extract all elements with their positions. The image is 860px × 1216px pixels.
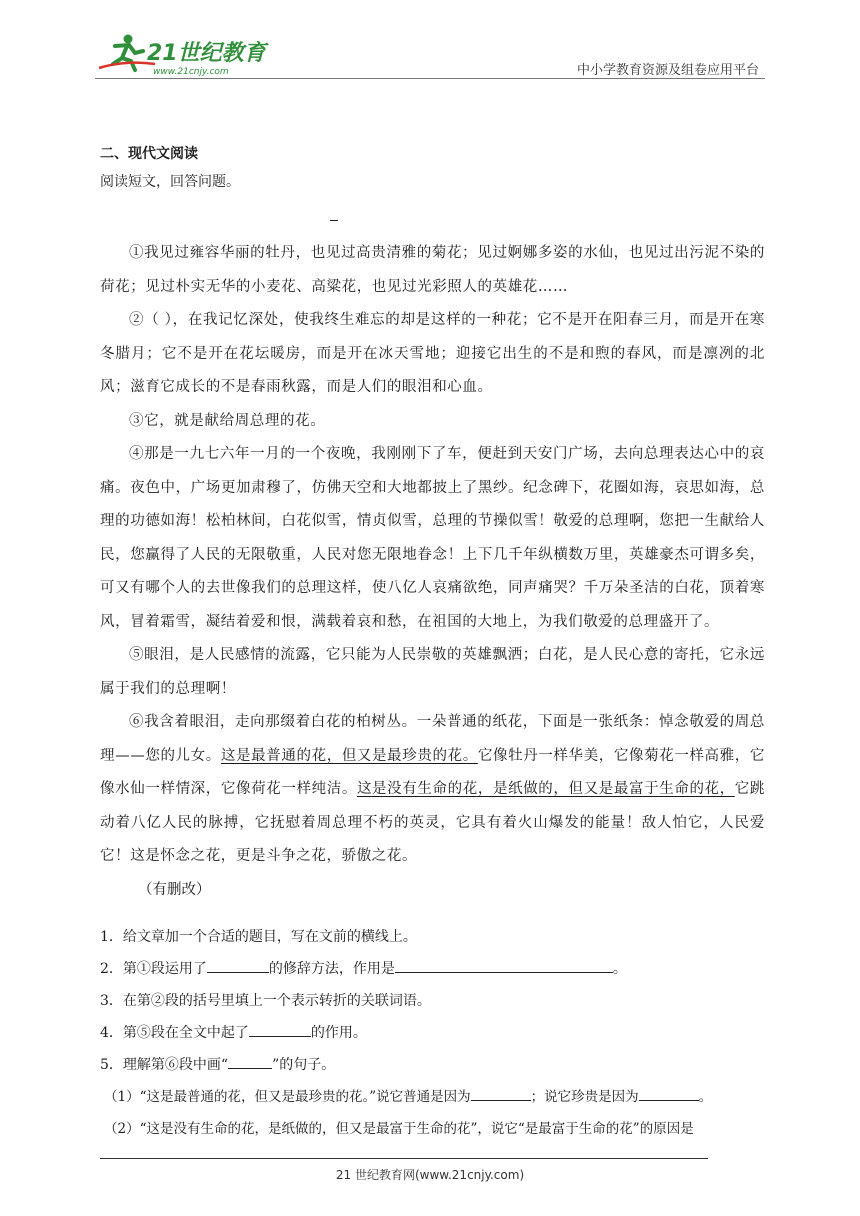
- footer-divider: [100, 1158, 708, 1159]
- paragraph-2: ②（ ），在我记忆深处，使我终生难忘的却是这样的一种花；它不是开在阳春三月，而是开在寒冬腊月；它不是开在花坛暖房，而是开在冰天雪地；迎接它出生的不是和煦的春风，而是凛冽的北风；滋育它成长的不是春雨秋露，而是人们的眼泪和心血。: [100, 312, 765, 395]
- paragraph-6-text: 它像牡丹一样华美，它像菊花一样高雅，它像水仙一样情深，它像荷花一样纯洁。: [100, 747, 765, 797]
- answer-blank[interactable]: [249, 1022, 311, 1037]
- answer-blank[interactable]: [639, 1086, 699, 1101]
- runner-logo-icon: [95, 30, 275, 78]
- question-text: 的修辞方法，作用是: [268, 961, 395, 977]
- source-note: （有删改）: [138, 881, 211, 898]
- platform-name: 中小学教育资源及组卷应用平台: [576, 63, 759, 78]
- question-list: [100, 921, 765, 1145]
- question-text: ”的句子。: [272, 1057, 336, 1073]
- question-text: 。: [698, 1089, 713, 1105]
- paragraph-4: ④那是一九七六年一月的一个夜晚，我刚刚下了车，便赶到天安门广场，去向总理表达心中的哀痛。夜色中，广场更加肃穆了，仿佛天空和大地都披上了黑纱。纪念碑下，花圈如海，哀思如海，总理的功德如海！松柏林间，白花似雪，情贞似雪，总理的节操似雪！敬爱的总理啊，您把一生献给人民，您赢得了人民的无限敬重，人民对您无限地眷念！上下几千年纵横数万里，英雄豪杰可谓多矣，可又有哪个人的去世像我们的总理这样，使八亿人哀痛欲绝，同声痛哭？千万朵圣洁的白花，顶着寒风，冒着霜雪，凝结着爱和恨，满载着哀和愁，在祖国的大地上，为我们敬爱的总理盛开了。: [100, 446, 765, 630]
- answer-blank[interactable]: [228, 1054, 272, 1069]
- question-4: [100, 1017, 765, 1049]
- question-text: 的作用。: [310, 1025, 367, 1041]
- header-divider: [95, 78, 765, 79]
- question-text: ；说它珍贵是因为: [530, 1089, 639, 1105]
- answer-blank[interactable]: [471, 1086, 531, 1101]
- question-text: （1）“这是最普通的花，但又是最珍贵的花。”说它普通是因为: [104, 1089, 471, 1105]
- paragraph-6-text: ⑥我含着眼泪，走向那缀着白花的柏树丛。一朵普通的纸花，下面是一张纸条：悼念敬爱的周总理——您的儿女。: [100, 714, 765, 764]
- section-title: 二、现代文阅读: [100, 146, 198, 162]
- page-footer: 21 世纪教育网(www.21cnjy.com): [335, 1168, 525, 1182]
- paragraph-6-text: 它跳动着八亿人民的脉搏，它抚慰着周总理不朽的英灵，它具有着火山爆发的能量！敌人怕它，人民爱它！这是怀念之花，更是斗争之花，骄傲之花。: [100, 781, 765, 864]
- question-text: 4．第⑤段在全文中起了: [100, 1025, 249, 1041]
- question-5-1: [104, 1081, 765, 1113]
- title-blank-line: [330, 220, 338, 221]
- paragraph-3: ③它，就是献给周总理的花。: [129, 412, 326, 429]
- question-2: [100, 953, 765, 985]
- question-text: 。: [612, 961, 627, 977]
- answer-blank[interactable]: [207, 958, 269, 973]
- logo-url: www.21cnjy.com: [153, 67, 229, 77]
- reading-section: [100, 143, 765, 1145]
- underlined-sentence-1: 这是最普通的花，但又是最珍贵的花。: [220, 747, 478, 764]
- site-logo: [95, 30, 275, 78]
- question-1: 1．给文章加一个合适的题目，写在文前的横线上。: [100, 929, 417, 945]
- question-3: 3．在第②段的括号里填上一个表示转折的关联词语。: [100, 993, 431, 1009]
- answer-blank[interactable]: [395, 958, 613, 973]
- question-text: 5．理解第⑥段中画“: [100, 1057, 229, 1073]
- underlined-sentence-2: 这是没有生命的花，是纸做的，但又是最富于生命的花，: [356, 781, 735, 797]
- question-5: [100, 1049, 765, 1081]
- question-text: 2．第①段运用了: [100, 961, 207, 977]
- logo-text: 21世纪教育: [147, 41, 266, 66]
- paragraph-5: ⑤眼泪，是人民感情的流露，它只能为人民崇敬的英雄飘洒；白花，是人民心意的寄托，它永远属于我们的总理啊！: [100, 647, 765, 697]
- page-header: [95, 30, 765, 78]
- paragraph-1: ①我见过雍容华丽的牡丹，也见过高贵清雅的菊花；见过婀娜多姿的水仙，也见过出污泥不染的荷花；见过朴实无华的小麦花、高粱花，也见过光彩照人的英雄花……: [100, 245, 765, 295]
- section-instruction: 阅读短文，回答问题。: [100, 174, 240, 190]
- paragraph-6: [100, 706, 765, 874]
- article-body: [100, 237, 765, 907]
- question-5-2: （2）“这是没有生命的花，是纸做的，但又是最富于生命的花”，说它“是最富于生命的花”的原因是: [104, 1121, 694, 1137]
